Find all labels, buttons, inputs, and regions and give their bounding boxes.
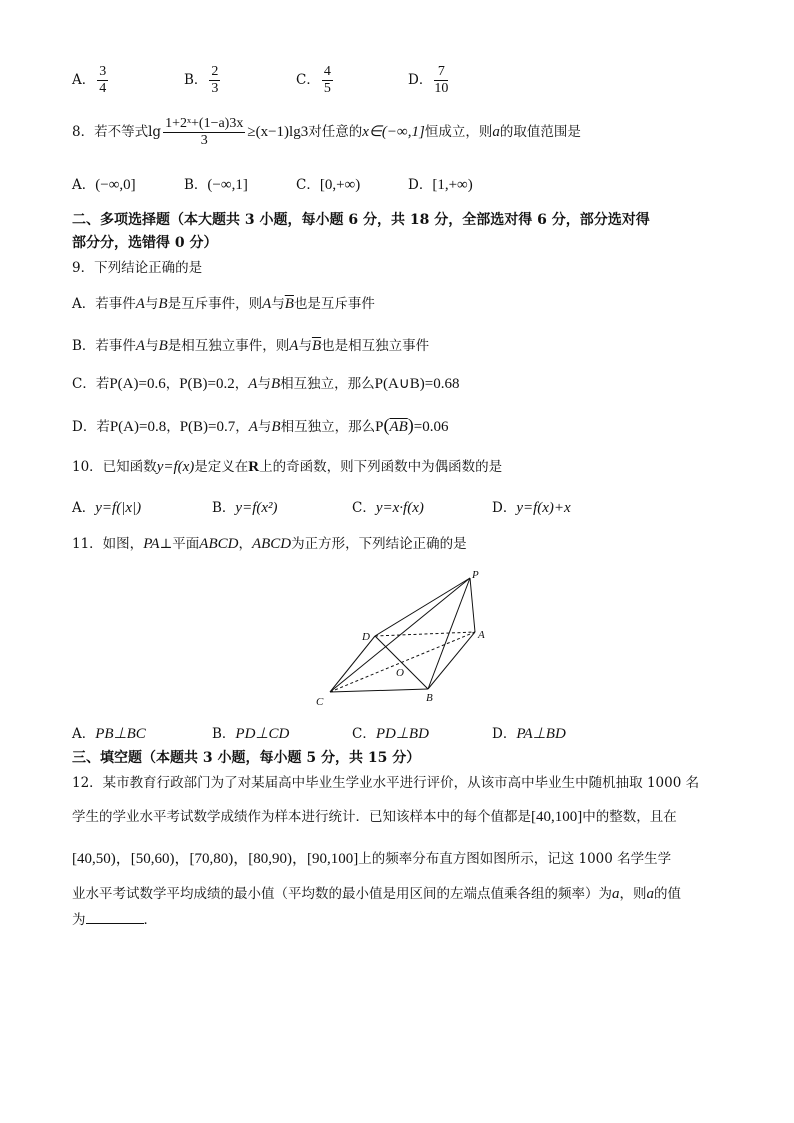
q9-option-a: A．若事件A与B是互斥事件，则A与$\overline{B}$也是互斥事件 [72,296,375,312]
q8-option-c: C．[0,+∞) [296,177,361,193]
q10-option-d: D．y=f(x)+x [492,500,571,516]
edge-ba [428,632,475,689]
q8-option-b: B．(−∞,1] [184,177,248,193]
q7-option-a: A． $\frac{3}{4}$ [72,64,107,96]
q9-option-d: D．若P(A)=0.8，P(B)=0.7，A与B相互独立，那么$P(\overline{AB})=0.06$ [72,415,449,435]
diagonal-ca-hidden [330,632,475,692]
answer-blank[interactable] [86,909,144,924]
q11-option-c: C．PD⊥BD [352,726,429,742]
label-o: O [396,667,404,679]
label-p: P [472,569,479,581]
q11-option-a: A．PB⊥BC [72,726,146,742]
edge-dc [330,636,375,692]
q10-stem: 10．已知函数y=f(x)是定义在R上的奇函数，则下列函数中为偶函数的是 [72,459,503,475]
edge-pa [470,578,475,632]
q8-option-a: A．(−∞,0] [72,177,136,193]
q10-option-a: A．y=f(|x|) [72,500,142,516]
q12-line2: 学生的学业水平考试数学成绩作为样本进行统计．已知该样本中的每个值都是[40,100]中的整数，且在 [72,809,677,825]
q8-stem: 8．若不等式lg $\frac{\text{1+2ˣ+(1−a)3x}}{3}$ ≥(x−1)lg3对任意的x∈(−∞,1]恒成立，则a的取值范围是 [72,116,581,148]
section2-heading-line2: 部分分，选错得 0 分） [72,235,218,251]
label-d: D [362,631,370,643]
q7-option-d: D． $\frac{7}{10}$ [408,64,449,96]
edge-cb [330,689,428,692]
label-c: C [316,696,324,708]
section2-heading-line1: 二、多项选择题（本大题共 3 小题，每小题 6 分，共 18 分，全部选对得 6 分，部分选对得 [72,212,650,228]
q7-option-b: B． $\frac{2}{3}$ [184,64,219,96]
q11-pyramid-diagram [310,566,500,711]
q11-option-b: B．PD⊥CD [212,726,290,742]
q12-line3: [40,50)，[50,60)，[70,80)，[80,90)，[90,100]上的频率分布直方图如图所示，记这 1000 名学生学 [72,851,672,867]
q9-stem: 9．下列结论正确的是 [72,260,203,276]
q8-option-d: D．[1,+∞) [408,177,473,193]
q10-option-c: C．y=x·f(x) [352,500,424,516]
q12-line1: 12．某市教育行政部门为了对某届高中毕业生学业水平进行评价，从该市高中毕业生中随机抽取 1000 名 [72,775,700,791]
q11-option-d: D．PA⊥BD [492,726,566,742]
q10-option-b: B．y=f(x²) [212,500,278,516]
q7-option-c: C． $\frac{4}{5}$ [296,64,331,96]
edge-pd [375,578,470,636]
q9-option-b: B．若事件A与B是相互独立事件，则A与$\overline{B}$也是相互独立事件 [72,338,430,354]
q11-stem: 11．如图，PA⊥平面ABCD，ABCD为正方形，下列结论正确的是 [72,536,467,552]
edge-da-hidden [375,632,475,636]
label-b: B [426,692,433,704]
label-a: A [478,629,485,641]
q12-line4: 业水平考试数学平均成绩的最小值（平均数的最小值是用区间的左端点值乘各组的频率）为a，则a的值 [72,886,681,902]
q9-option-c: C．若P(A)=0.6，P(B)=0.2，A与B相互独立，那么P(A∪B)=0.68 [72,376,460,392]
q12-line5: 为 ． [72,909,157,930]
section3-heading: 三、填空题（本题共 3 小题，每小题 5 分，共 15 分） [72,750,421,766]
